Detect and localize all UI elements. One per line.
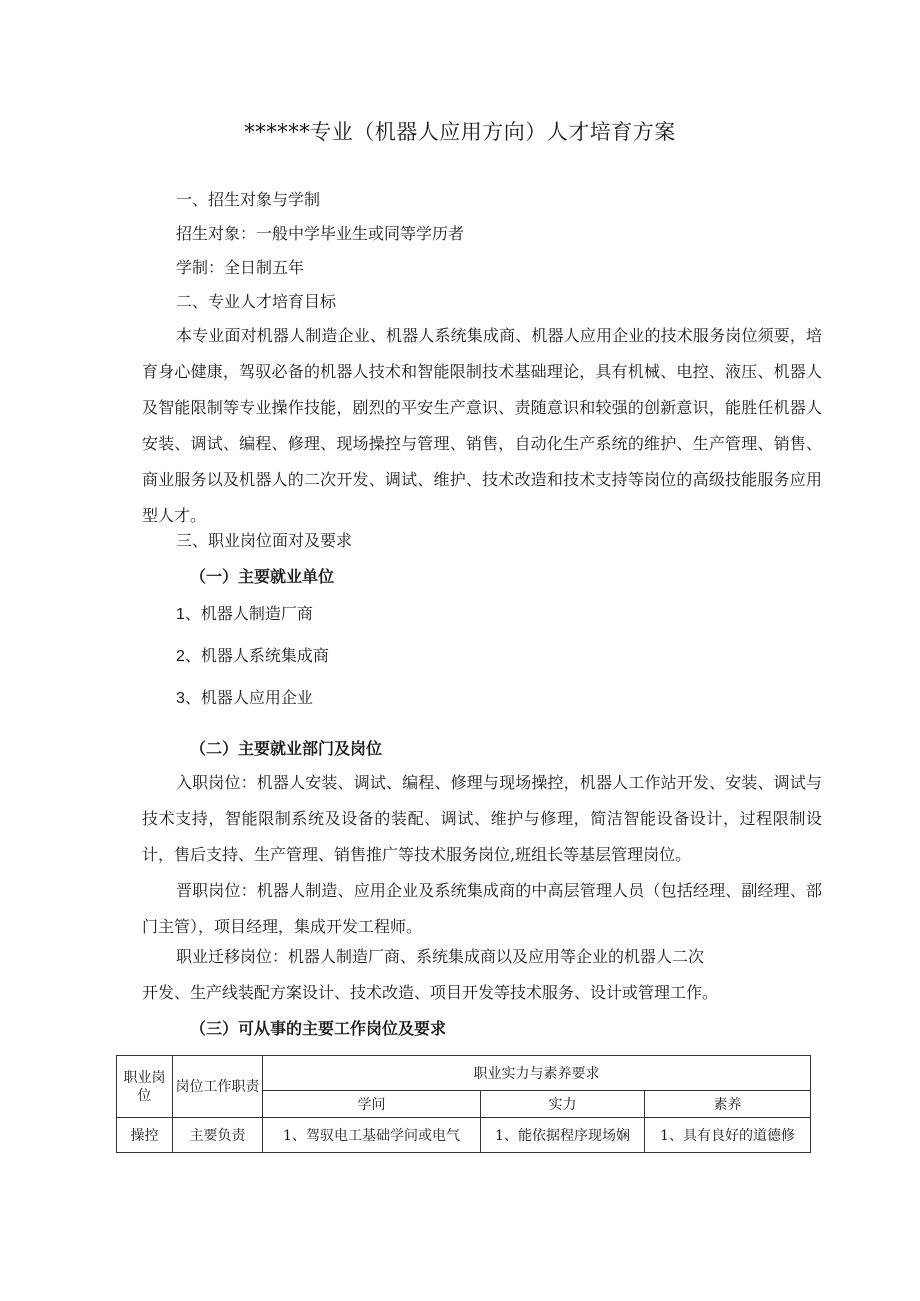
subsection-3-heading: （三）可从事的主要工作岗位及要求 (190, 1019, 447, 1038)
training-goal-paragraph: 本专业面对机器人制造企业、机器人系统集成商、机器人应用企业的技术服务岗位须要，培育身心健康，驾驭必备的机器人技术和智能限制技术基础理论，具有机械、电控、液压、机器人及智能限制等专业操作技能，剧烈的平安生产意识、责随意识和较强的创新意识，能胜任机器人安装、调试、编程、修理、现场操控与管理、销售，自动化生产系统的维护、生产管理、销售、商业服务以及机器人的二次开发、调试、维护、技术改造和技术支持等岗位的高级技能服务应用型人才。 (142, 326, 822, 525)
section-3-heading: 三、职业岗位面对及要求 (176, 531, 353, 550)
page-title: ******专业（机器人应用方向）人才培育方案 (244, 120, 676, 144)
promotion-positions-paragraph: 晋职岗位：机器人制造、应用企业及系统集成商的中高层管理人员（包括经理、副经理、部门主管），项目经理，集成开发工程师。 (142, 881, 822, 936)
entry-positions-paragraph: 入职岗位：机器人安装、调试、编程、修理与现场操控，机器人工作站开发、安装、调试与技术支持，智能限制系统及设备的装配、调试、维护与修理，简洁智能设备设计，过程限制设计，售后支持、生产管理、销售推广等技术服务岗位,班组长等基层管理岗位。 (142, 773, 822, 864)
migration-positions-line-1: 职业迁移岗位：机器人制造厂商、系统集成商以及应用等企业的机器人二次 (176, 947, 705, 966)
header-duties: 岗位工作职责 (173, 1056, 263, 1118)
employer-item-3: 3、机器人应用企业 (176, 690, 313, 707)
section-2-heading: 二、专业人才培育目标 (176, 292, 337, 311)
enrollment-target: 招生对象：一般中学毕业生或同等学历者 (176, 224, 465, 243)
cell-knowledge: 1、驾驭电工基础学问或电气 (263, 1118, 481, 1153)
employer-item-1: 1、机器人制造厂商 (176, 606, 313, 623)
cell-position: 操控 (117, 1118, 173, 1153)
employer-item-2: 2、机器人系统集成商 (176, 648, 329, 665)
table-row (117, 1118, 811, 1153)
migration-positions-line-2: 开发、生产线装配方案设计、技术改造、项目开发等技术服务、设计或管理工作。 (142, 983, 719, 1002)
study-duration: 学制：全日制五年 (176, 258, 305, 277)
subsection-2-heading: （二）主要就业部门及岗位 (190, 739, 383, 758)
header-position: 职业岗位 (117, 1056, 173, 1118)
header-requirements: 职业实力与素养要求 (263, 1056, 811, 1091)
header-quality: 素养 (645, 1091, 811, 1118)
subsection-1-heading: （一）主要就业单位 (190, 567, 335, 586)
section-1-heading: 一、招生对象与学制 (176, 190, 321, 209)
cell-ability: 1、能依据程序现场娴 (481, 1118, 645, 1153)
header-knowledge: 学问 (263, 1091, 481, 1118)
cell-duties: 主要负责 (173, 1118, 263, 1153)
cell-quality: 1、具有良好的道德修 (645, 1118, 811, 1153)
header-ability: 实力 (481, 1091, 645, 1118)
positions-requirements-table (116, 1055, 811, 1153)
